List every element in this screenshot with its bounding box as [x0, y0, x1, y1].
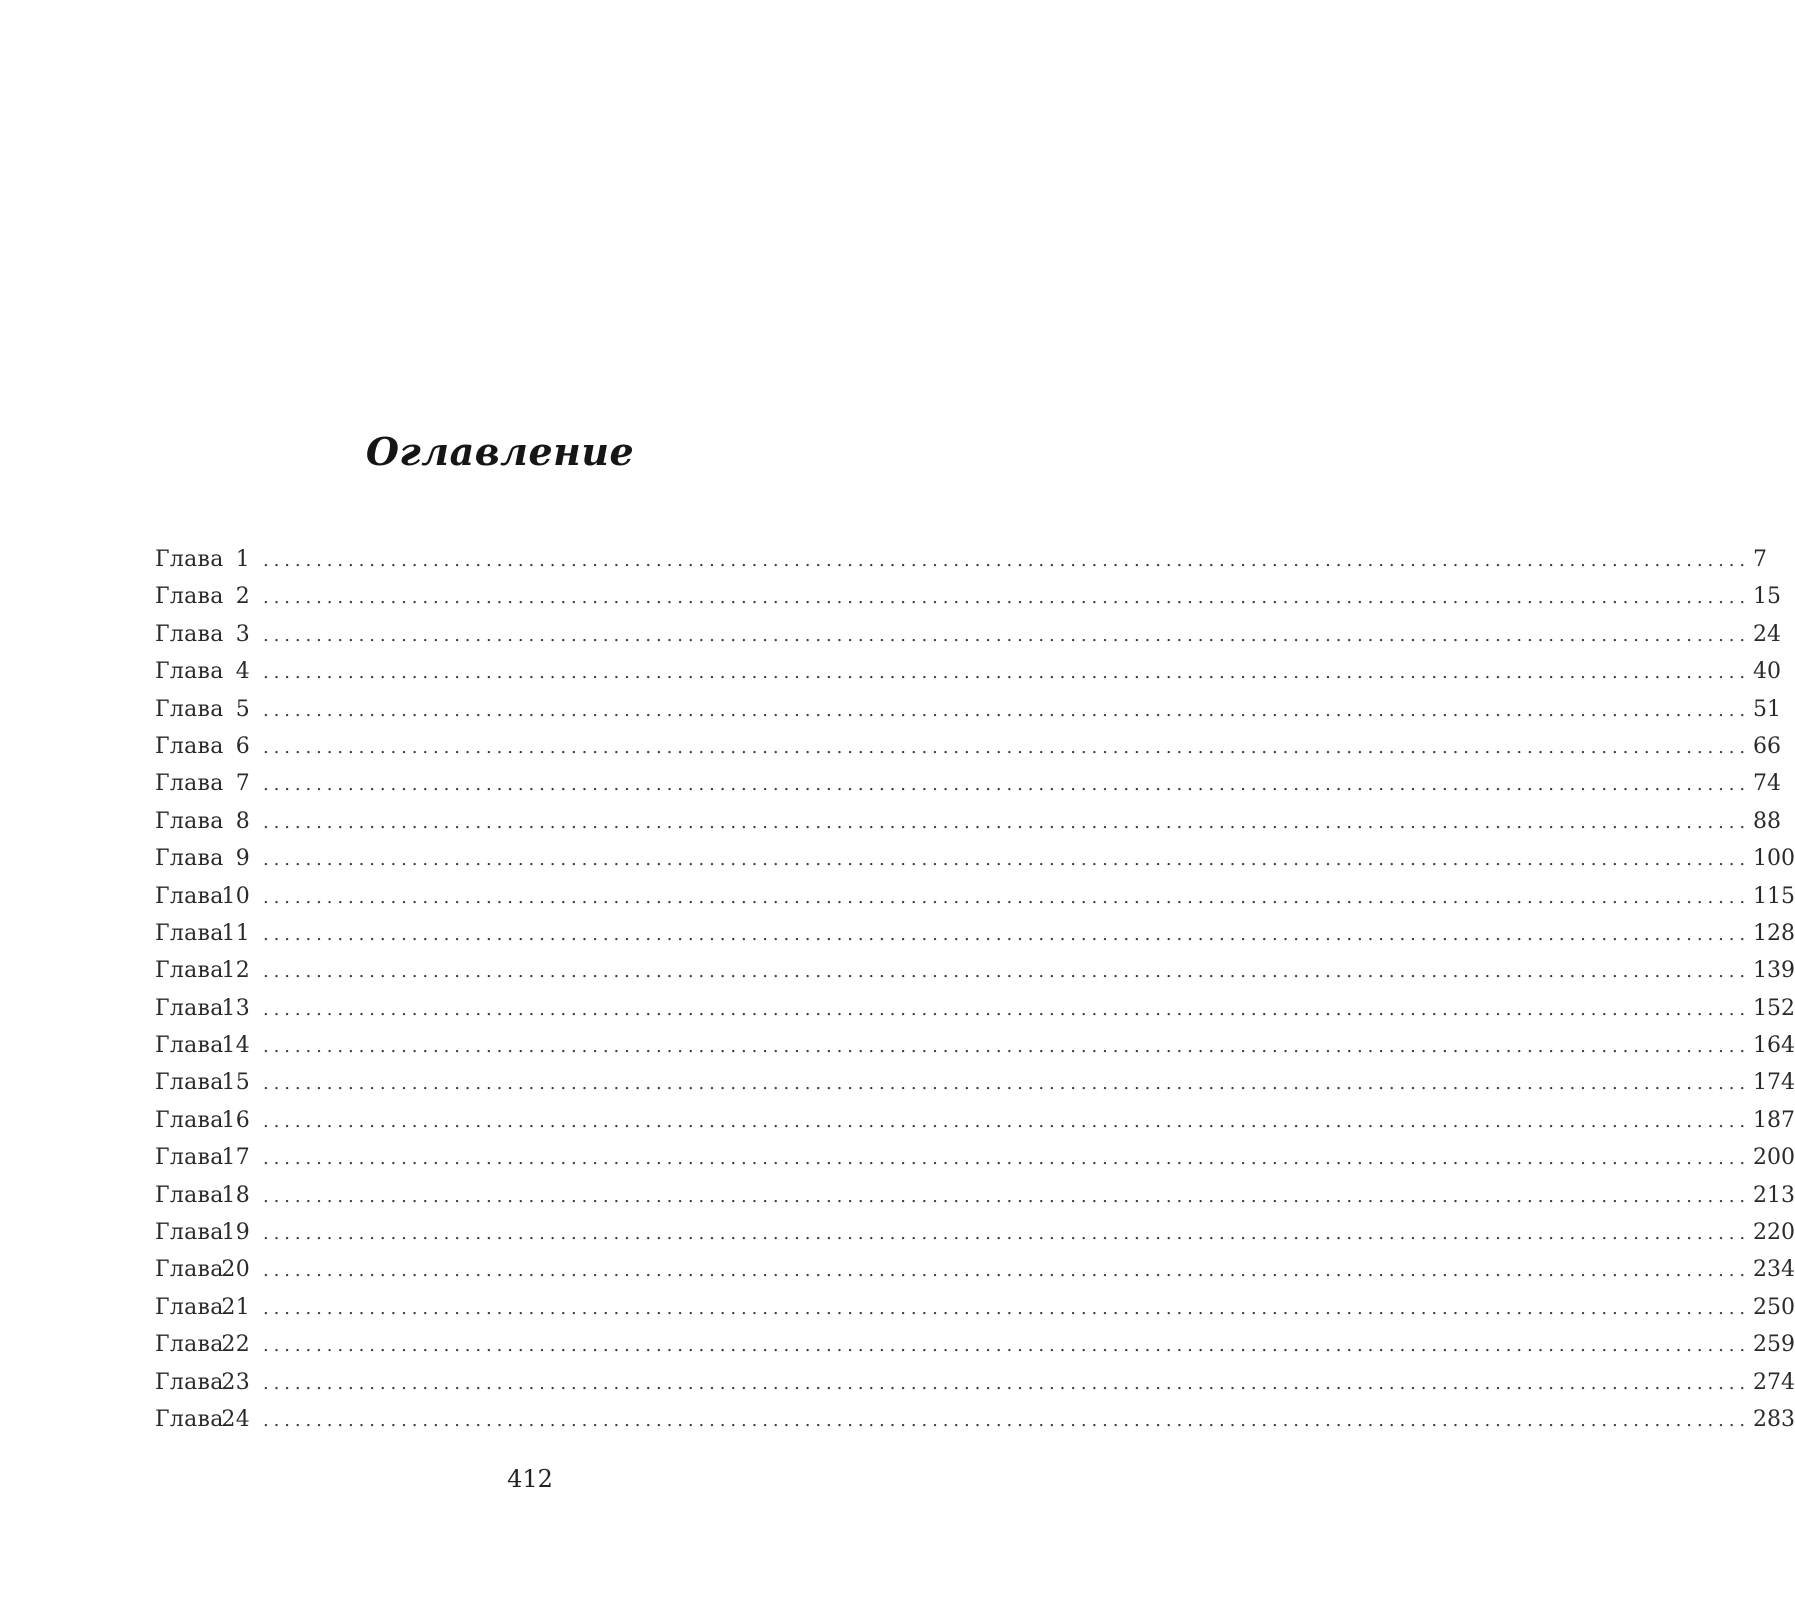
chapter-word: Глава [155, 1220, 224, 1246]
chapter-page-number: 74 [1753, 771, 1782, 797]
chapter-number: 15 [221, 1070, 250, 1096]
toc-entry [155, 1289, 1795, 1326]
toc-entry [155, 952, 1795, 989]
chapter-page-number: 100 [1753, 846, 1795, 872]
toc-entry [155, 653, 1782, 690]
dot-leader: ............................................................................................................................................ [263, 998, 1751, 1020]
chapter-page-number: 139 [1753, 958, 1795, 984]
chapter-number: 8 [235, 808, 250, 834]
chapter-label [155, 653, 250, 690]
dot-leader: ............................................................................................................................................ [263, 587, 1751, 609]
page-title: Оглавление [365, 429, 635, 474]
chapter-number: 21 [221, 1294, 250, 1320]
chapter-word: Глава [155, 621, 224, 647]
chapter-page-number: 174 [1753, 1070, 1795, 1096]
chapter-page-number: 24 [1753, 621, 1782, 647]
chapter-word: Глава [155, 547, 224, 572]
chapter-page-number: 51 [1753, 696, 1782, 722]
chapter-page-number: 40 [1753, 659, 1782, 685]
chapter-number: 11 [221, 920, 250, 946]
chapter-label [155, 1102, 250, 1139]
dot-leader: ............................................................................................................................................ [263, 1148, 1751, 1170]
chapter-page-number: 213 [1753, 1182, 1795, 1208]
toc-entry [155, 1251, 1795, 1288]
chapter-label [155, 1289, 250, 1326]
chapter-number: 7 [235, 771, 250, 797]
chapter-number: 5 [235, 696, 250, 722]
chapter-number: 20 [221, 1257, 250, 1283]
chapter-number: 12 [221, 958, 250, 984]
chapter-page-number: 259 [1753, 1332, 1795, 1358]
toc-entry [155, 990, 1795, 1027]
chapter-word: Глава [155, 1332, 224, 1358]
dot-leader: ............................................................................................................................................ [263, 1409, 1751, 1431]
dot-leader: ............................................................................................................................................ [263, 1185, 1751, 1207]
table-of-contents [155, 541, 1795, 1438]
chapter-label [155, 1027, 250, 1064]
chapter-number: 4 [235, 659, 250, 685]
chapter-page-number: 283 [1753, 1406, 1795, 1432]
chapter-word: Глава [155, 1182, 224, 1208]
chapter-label [155, 691, 250, 728]
chapter-number: 18 [221, 1182, 250, 1208]
chapter-page-number: 200 [1753, 1145, 1795, 1171]
chapter-label [155, 878, 250, 915]
chapter-label [155, 578, 250, 615]
chapter-label [155, 1401, 250, 1438]
chapter-label [155, 765, 250, 802]
toc-entry [155, 1214, 1795, 1251]
chapter-number: 6 [235, 733, 250, 759]
chapter-number: 1 [235, 547, 250, 572]
toc-entry [155, 878, 1795, 915]
chapter-number: 19 [221, 1220, 250, 1246]
dot-leader: ............................................................................................................................................ [263, 1335, 1751, 1357]
toc-entry [155, 765, 1782, 802]
chapter-label [155, 803, 250, 840]
toc-entry [155, 915, 1795, 952]
toc-entry [155, 616, 1782, 653]
dot-leader: ............................................................................................................................................ [263, 1372, 1751, 1394]
toc-entry [155, 578, 1782, 615]
dot-leader: ............................................................................................................................................ [263, 1036, 1751, 1058]
chapter-page-number: 250 [1753, 1294, 1795, 1320]
chapter-page-number: 152 [1753, 995, 1795, 1021]
chapter-page-number: 164 [1753, 1033, 1795, 1059]
chapter-page-number: 15 [1753, 584, 1782, 610]
chapter-label [155, 1064, 250, 1101]
chapter-label [155, 840, 250, 877]
toc-entry [155, 1027, 1795, 1064]
chapter-word: Глава [155, 1070, 224, 1096]
chapter-number: 24 [221, 1406, 250, 1432]
chapter-page-number: 128 [1753, 920, 1795, 946]
toc-entry [155, 691, 1782, 728]
chapter-number: 16 [221, 1107, 250, 1133]
chapter-word: Глава [155, 1107, 224, 1133]
chapter-number: 22 [221, 1332, 250, 1358]
chapter-word: Глава [155, 808, 224, 834]
chapter-label [155, 990, 250, 1027]
toc-entry [155, 728, 1782, 765]
toc-entry [155, 1364, 1795, 1401]
toc-entry [155, 1102, 1795, 1139]
dot-leader: ............................................................................................................................................ [263, 550, 1751, 571]
chapter-word: Глава [155, 846, 224, 872]
chapter-label [155, 1214, 250, 1251]
chapter-number: 9 [235, 846, 250, 872]
dot-leader: ............................................................................................................................................ [263, 961, 1751, 983]
chapter-page-number: 7 [1753, 547, 1768, 572]
toc-entry [155, 840, 1795, 877]
toc-entry [155, 1401, 1795, 1438]
chapter-number: 2 [235, 584, 250, 610]
chapter-word: Глава [155, 1406, 224, 1432]
toc-entry [155, 1177, 1795, 1214]
chapter-word: Глава [155, 1257, 224, 1283]
chapter-number: 3 [235, 621, 250, 647]
chapter-number: 13 [221, 995, 250, 1021]
chapter-word: Глава [155, 920, 224, 946]
chapter-label [155, 915, 250, 952]
dot-leader: ............................................................................................................................................ [263, 886, 1751, 908]
chapter-page-number: 220 [1753, 1220, 1795, 1246]
toc-entry [155, 1139, 1795, 1176]
dot-leader: ............................................................................................................................................ [263, 1260, 1751, 1282]
toc-entry [155, 541, 1768, 578]
chapter-label [155, 1364, 250, 1401]
chapter-number: 17 [221, 1145, 250, 1171]
dot-leader: ............................................................................................................................................ [263, 1297, 1751, 1319]
chapter-label [155, 541, 250, 578]
chapter-word: Глава [155, 1369, 224, 1395]
chapter-page-number: 187 [1753, 1107, 1795, 1133]
chapter-label [155, 1139, 250, 1176]
page-number: 412 [507, 1465, 553, 1493]
chapter-number: 10 [221, 883, 250, 909]
dot-leader: ............................................................................................................................................ [263, 1110, 1751, 1132]
chapter-word: Глава [155, 958, 224, 984]
chapter-word: Глава [155, 1033, 224, 1059]
chapter-label [155, 1251, 250, 1288]
chapter-page-number: 274 [1753, 1369, 1795, 1395]
dot-leader: ............................................................................................................................................ [263, 811, 1751, 833]
dot-leader: ............................................................................................................................................ [263, 624, 1751, 646]
chapter-word: Глава [155, 1294, 224, 1320]
chapter-word: Глава [155, 584, 224, 610]
chapter-word: Глава [155, 883, 224, 909]
chapter-page-number: 66 [1753, 733, 1782, 759]
toc-entry [155, 1326, 1795, 1363]
chapter-label [155, 1326, 250, 1363]
chapter-word: Глава [155, 995, 224, 1021]
dot-leader: ............................................................................................................................................ [263, 699, 1751, 721]
dot-leader: ............................................................................................................................................ [263, 1073, 1751, 1095]
dot-leader: ............................................................................................................................................ [263, 774, 1751, 796]
chapter-label [155, 952, 250, 989]
chapter-label [155, 616, 250, 653]
chapter-label [155, 728, 250, 765]
chapter-page-number: 234 [1753, 1257, 1795, 1283]
chapter-label [155, 1177, 250, 1214]
dot-leader: ............................................................................................................................................ [263, 662, 1751, 684]
chapter-page-number: 88 [1753, 808, 1782, 834]
chapter-word: Глава [155, 733, 224, 759]
dot-leader: ............................................................................................................................................ [263, 1223, 1751, 1245]
chapter-word: Глава [155, 771, 224, 797]
chapter-word: Глава [155, 1145, 224, 1171]
chapter-number: 14 [221, 1033, 250, 1059]
chapter-page-number: 115 [1753, 883, 1795, 909]
chapter-number: 23 [221, 1369, 250, 1395]
chapter-word: Глава [155, 696, 224, 722]
dot-leader: ............................................................................................................................................ [263, 736, 1751, 758]
dot-leader: ............................................................................................................................................ [263, 849, 1751, 871]
dot-leader: ............................................................................................................................................ [263, 923, 1751, 945]
chapter-word: Глава [155, 659, 224, 685]
toc-entry [155, 1064, 1795, 1101]
toc-entry [155, 803, 1782, 840]
